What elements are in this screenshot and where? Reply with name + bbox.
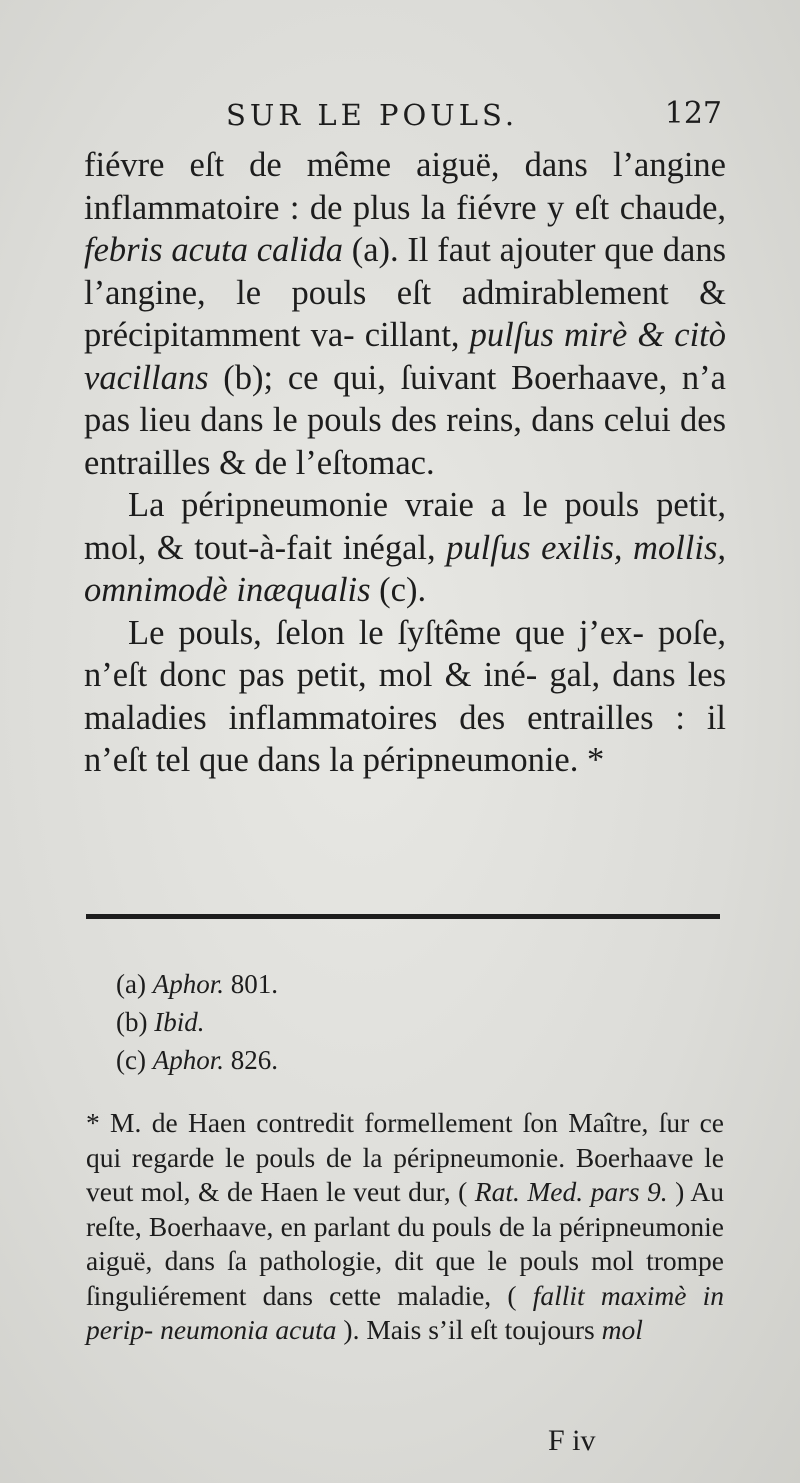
- text-line: (b);: [208, 358, 274, 397]
- note-mark: (b): [116, 1007, 155, 1037]
- text-line: Maître, ſur ce qui regarde le pouls de la: [86, 1107, 725, 1173]
- main-text: [84, 144, 726, 782]
- paragraph-2: [84, 484, 726, 612]
- note-mark: (a): [116, 969, 153, 999]
- latin-quote: exilis, mollis, omnimodè inæqualis: [84, 528, 727, 609]
- text-line: dans cette maladie, (: [262, 1279, 533, 1311]
- latin-quote: pulſus: [446, 528, 531, 567]
- latin-quote: pulſus mirè & citò vacillans: [84, 316, 727, 397]
- note-c: [116, 1041, 616, 1079]
- latin-quote: mol: [601, 1314, 643, 1345]
- latin-quote: neumonia acuta: [160, 1314, 337, 1345]
- note-ref: Aphor.: [152, 1045, 224, 1075]
- text-line: cillant,: [364, 316, 470, 354]
- text-line: péripneumonie. Boerhaave le veut mol, &: [86, 1141, 724, 1207]
- text-line: chaude,: [619, 188, 727, 227]
- note-rest: 801.: [223, 969, 278, 999]
- note-rest: 826.: [223, 1045, 278, 1075]
- note-mark: (c): [116, 1045, 153, 1075]
- latin-quote: Rat. Med. pars 9.: [474, 1176, 668, 1207]
- note-b: [116, 1003, 616, 1041]
- text-line: poſe, n’eſt donc pas petit, mol & iné-: [84, 613, 727, 694]
- text-line: (c).: [370, 571, 427, 609]
- note-ref: Ibid.: [154, 1007, 205, 1037]
- text-line: des entrailles : il n’eſt tel que dans la: [84, 698, 726, 779]
- text-line: inflammatoire : de plus la fiévre y eſt: [84, 188, 610, 227]
- page-number: 127: [664, 96, 722, 131]
- footnote: [86, 1106, 724, 1348]
- text-line: entrailles & de l’eſtomac.: [84, 443, 435, 482]
- text-line: La péripneumonie vraie a le pouls: [128, 486, 640, 524]
- paragraph-3: [84, 612, 726, 782]
- reference-notes: [116, 965, 616, 1079]
- horizontal-rule: [86, 914, 720, 919]
- text-line: gal, dans les maladies inflammatoires: [84, 656, 727, 737]
- text-line: ce qui, ſuivant Boerhaave, n’a pas lieu: [84, 358, 726, 439]
- text-line: petit, mol, & tout-à-fait inégal,: [84, 486, 727, 567]
- footnote-paragraph: [86, 1106, 724, 1348]
- text-line: dans le pouls des reins, dans celui des: [200, 401, 727, 439]
- text-line: * M. de Haen contredit formellement ſon: [86, 1107, 558, 1138]
- text-line: dit que le pouls mol trompe ſinguliérement: [86, 1245, 724, 1311]
- text-line: ): [667, 1176, 685, 1207]
- note-a: [116, 965, 616, 1003]
- text-line: Au reſte, Boerhaave, en parlant du pouls de: [86, 1176, 724, 1242]
- running-title: SUR LE POULS.: [226, 98, 519, 132]
- text-line: fiévre eſt de même aiguë, dans l’angine: [84, 146, 726, 184]
- text-line: ajouter que dans l’angine, le pouls eſt: [84, 231, 727, 312]
- text-line: la péripneumonie aiguë, dans ſa pathologie,: [86, 1210, 725, 1276]
- text-line: ). Mais s’il eſt toujours: [336, 1314, 602, 1345]
- running-head: [86, 92, 726, 132]
- text-line: de Haen le veut dur, (: [226, 1176, 475, 1207]
- text-line: (a). Il faut: [342, 231, 491, 269]
- text-line: péripneumonie. *: [362, 741, 605, 779]
- latin-quote: febris acuta calida: [84, 231, 343, 269]
- text-line: admirablement & précipitamment va-: [84, 273, 726, 354]
- note-ref: Aphor.: [152, 969, 224, 999]
- text-line: Le pouls, ſelon le ſyſtême que j’ex-: [128, 613, 644, 652]
- paragraph-1: [84, 144, 726, 484]
- signature-mark: F iv: [548, 1424, 596, 1457]
- latin-quote: fallit maximè in perip-: [86, 1279, 724, 1345]
